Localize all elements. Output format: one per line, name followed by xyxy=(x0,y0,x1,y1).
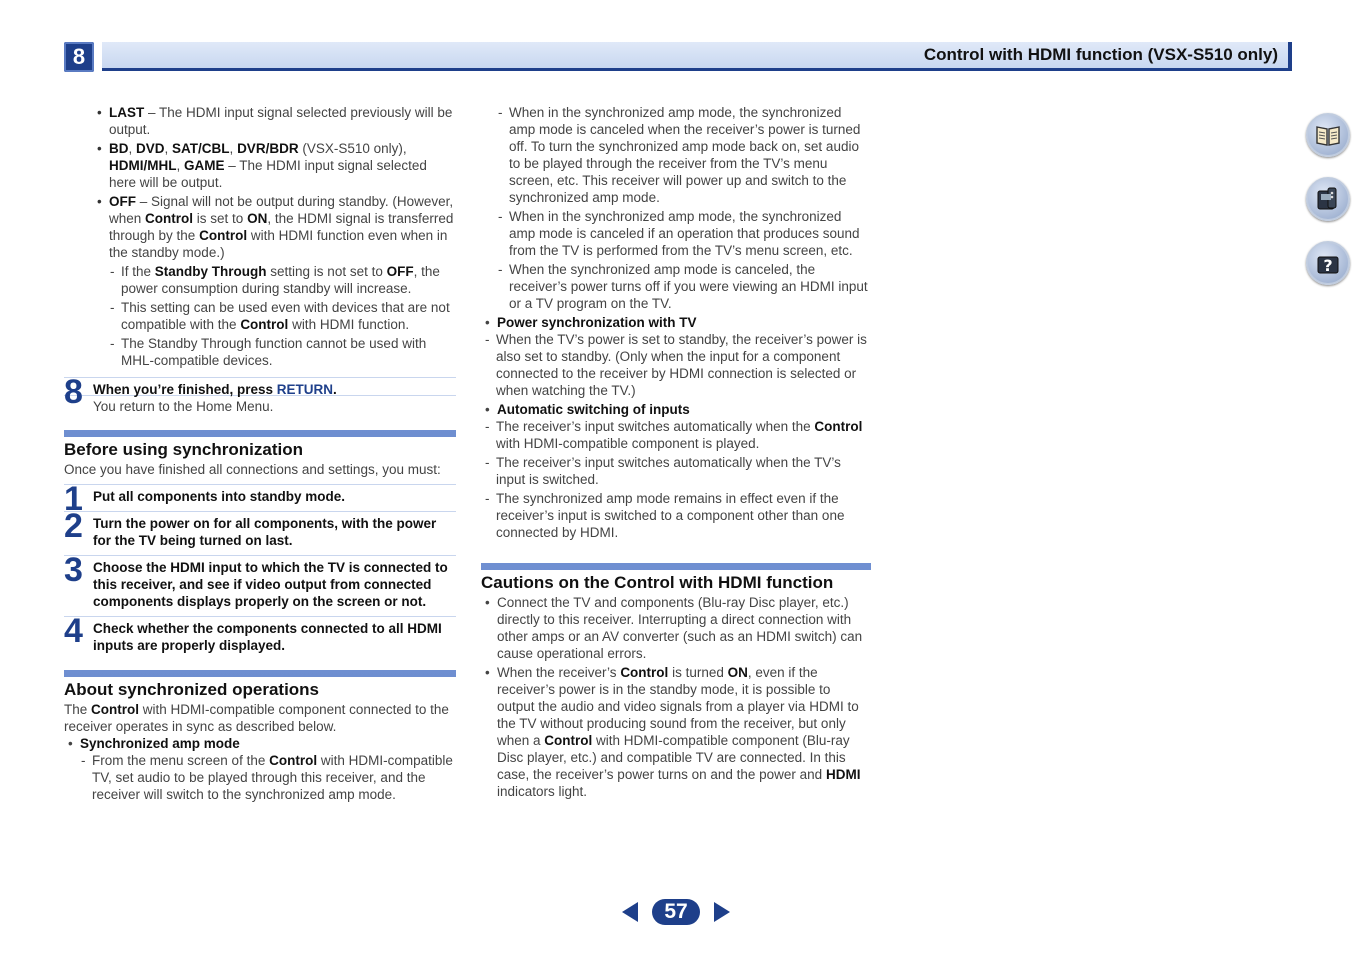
dash-compat: - This setting can be used even with devices that are not compatible with the Control with HDMI function. xyxy=(64,299,456,333)
chapter-header xyxy=(64,42,1292,72)
step-number: 3 xyxy=(64,551,83,589)
dash-auto-2: - The receiver’s input switches automatically when the TV’s input is switched. xyxy=(468,454,871,488)
prev-page-icon[interactable] xyxy=(622,902,638,922)
dash-auto-3: - The synchronized amp mode remains in effect even if the receiver’s input is switched to a component other than one connected by HDMI. xyxy=(468,490,871,541)
dash-power-off: - When the synchronized amp mode is canceled, the receiver’s power turns off if you were viewing an HDMI input or a TV program on the TV. xyxy=(452,261,871,312)
section-cautions xyxy=(481,563,871,800)
dash-sync-amp: - From the menu screen of the Control with HDMI-compatible TV, set audio to be played through this receiver, and the receiver will switch to the synchronized amp mode. xyxy=(64,752,456,803)
remote-icon[interactable] xyxy=(1306,177,1350,221)
svg-text:?: ? xyxy=(1323,256,1333,275)
step-number: 2 xyxy=(64,507,83,545)
section-title: Cautions on the Control with HDMI function xyxy=(481,573,834,592)
chapter-number: 8 xyxy=(64,42,94,72)
dash-sync-cancel: - When in the synchronized amp mode, the synchronized amp mode is canceled if an operation that produces sound from the TV is performed from the TV’s menu screen, etc. xyxy=(452,208,871,259)
bullet-auto-switch: • Automatic switching of inputs - The receiver’s input switches automatically when the Control with HDMI-compatible component is played. - The receiver’s input switches automatically when the TV’s input is switched. - The synchronized amp mode remains in effect even if the receiver’s input is switched to a component other than one connected by HDMI. xyxy=(481,401,871,541)
bullet-inputs: • BD, DVD, SAT/CBL, DVR/BDR (VSX-S510 only), HDMI/MHL, GAME – The HDMI input signal selected here will be output. xyxy=(64,140,456,191)
dash-power-sync: - When the TV’s power is set to standby, the receiver’s power is also set to standby. (Only when the input for a component connected to the receiver by HDMI connection is selected or when watching the TV.) xyxy=(468,331,871,399)
dash-mhl: - The Standby Through function cannot be used with MHL-compatible devices. xyxy=(64,335,456,369)
chapter-title: Control with HDMI function (VSX-S510 only) xyxy=(923,45,1278,64)
step-8: 8 When you’re finished, press RETURN. You return to the Home Menu. xyxy=(64,377,456,415)
section-title: Before using synchronization xyxy=(64,440,303,459)
steps-list xyxy=(64,480,456,654)
step-number: 4 xyxy=(64,612,83,650)
bullet-power-sync: • Power synchronization with TV - When the TV’s power is set to standby, the receiver’s power is also set to standby. (Only when the input for a component connected to the receiver by HDMI connection is selected or when watching the TV.) xyxy=(481,314,871,399)
book-icon[interactable] xyxy=(1306,113,1350,157)
dash-auto-1: - The receiver’s input switches automatically when the Control with HDMI-compatible component is played. xyxy=(468,418,871,452)
help-icon[interactable] xyxy=(1306,241,1350,285)
page-number: 57 xyxy=(664,900,688,923)
dash-standby-power: - If the Standby Through setting is not set to OFF, the power consumption during standby will increase. xyxy=(64,263,456,297)
step-text: Choose the HDMI input to which the TV is connected to this receiver, and see if video output from connected components displays properly on the screen or not. xyxy=(93,560,448,609)
step-4 xyxy=(64,612,456,654)
right-column xyxy=(481,104,871,802)
step-number: 1 xyxy=(64,480,83,518)
caution-2: • When the receiver’s Control is turned ON, even if the receiver’s power is in the standby mode, it is possible to output the audio and video signals from a player via HDMI to the TV without producing sound from the receiver, but only when a Control with HDMI-compatible component (Blu-ray Disc player, etc.) and compatible TV are connected. In this case, the receiver’s power turns on and the power and HDMI indicators light. xyxy=(481,664,871,800)
step-2 xyxy=(64,507,456,549)
section-about-sync: About synchronized operations The Control with HDMI-compatible component connected to the receiver operates in sync as described below. • Synchronized amp mode - From the menu screen of the Control with HDMI-compatible TV, set audio to be played through this receiver, and the receiver will switch to the synchronized amp mode. xyxy=(64,670,456,803)
step-text: Turn the power on for all components, with the power for the TV being turned on last. xyxy=(93,516,437,548)
step-text: Check whether the components connected to all HDMI inputs are properly displayed. xyxy=(93,621,442,653)
pager xyxy=(620,896,735,928)
bullet-last: • LAST – The HDMI input signal selected previously will be output. xyxy=(64,104,456,138)
caution-1: • Connect the TV and components (Blu-ray Disc player, etc.) directly to this receiver. Interrupting a direct connection with other amps or an AV converter (such as an HDMI switch) can cause operational errors. xyxy=(481,594,871,662)
title-strip xyxy=(102,42,1292,71)
step-3 xyxy=(64,551,456,610)
step-1 xyxy=(64,480,456,518)
section-title: About synchronized operations xyxy=(64,680,320,699)
left-column xyxy=(64,104,456,805)
step-text: Put all components into standby mode. xyxy=(93,489,346,504)
section-before-sync: Before using synchronization Once you have finished all connections and settings, you must: xyxy=(64,430,456,478)
dash-sync-off: - When in the synchronized amp mode, the synchronized amp mode is canceled when the receiver’s power is turned off. To turn the synchronized amp mode back on, set audio to be played through the receiver from the TV’s menu screen, etc. This receiver will power up and switch to the synchronized amp mode. xyxy=(452,104,871,206)
bullet-sync-amp: • Synchronized amp mode - From the menu screen of the Control with HDMI-compatible TV, set audio to be played through this receiver, and the receiver will switch to the synchronized amp mode. xyxy=(64,735,456,803)
bullet-off: • OFF – Signal will not be output during standby. (However, when Control is set to ON, the HDMI signal is transferred through by the Control with HDMI function even when in the standby mode.) xyxy=(64,193,456,261)
next-page-icon[interactable] xyxy=(714,902,730,922)
